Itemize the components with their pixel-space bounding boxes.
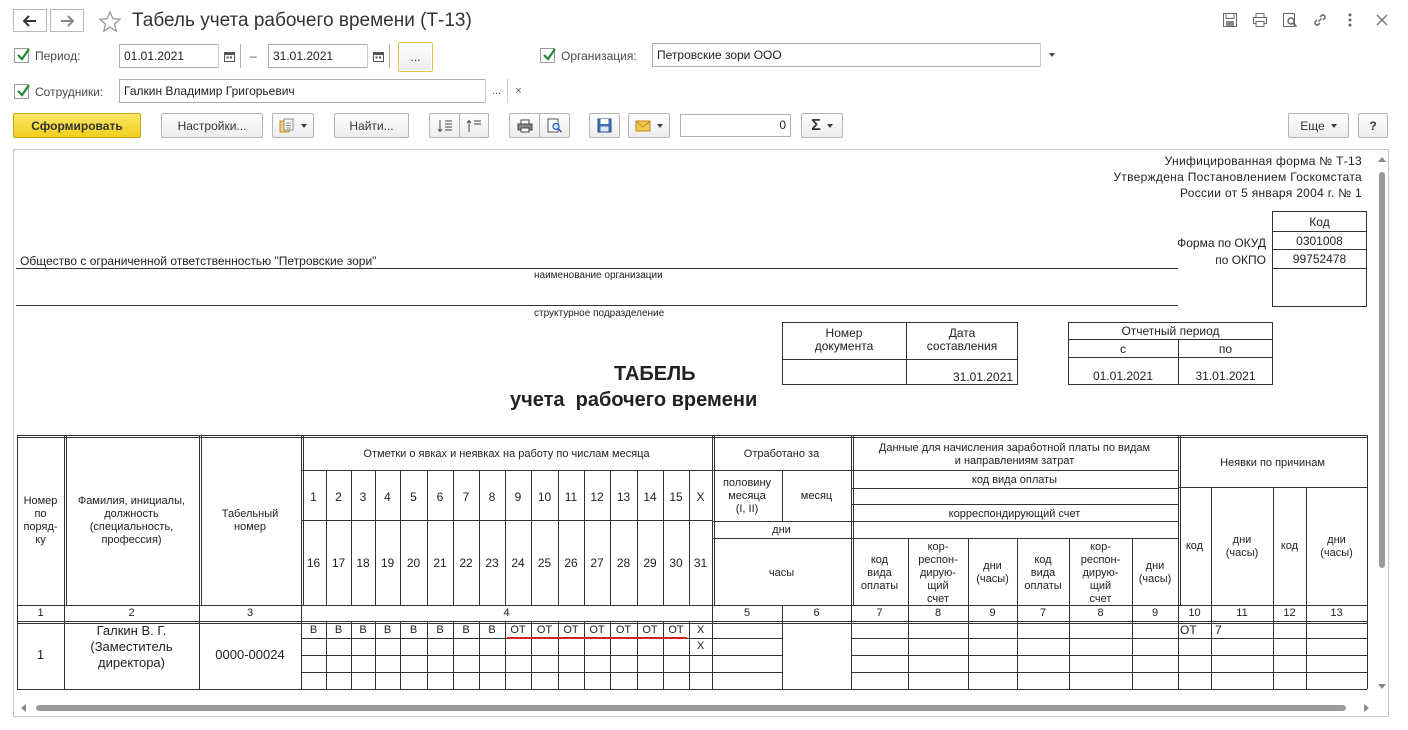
okpo-value: 99752478 (1292, 252, 1347, 266)
report-variants-icon (279, 118, 295, 133)
day-number: 14 (643, 490, 657, 504)
save-icon[interactable] (1222, 12, 1238, 28)
grid-line (17, 621, 1367, 622)
day-mark: В (383, 624, 392, 636)
save-icon (597, 118, 612, 133)
day-number: 4 (384, 490, 391, 504)
chevron-down-icon (827, 124, 833, 128)
save-button[interactable] (589, 113, 620, 138)
approved-note-2: России от 5 января 2004 г. № 1 (1179, 186, 1362, 200)
org-underline (16, 268, 1178, 269)
day-mark: ОТ (668, 624, 684, 636)
horizontal-scrollbar[interactable] (20, 704, 1370, 712)
organization-checkbox[interactable] (540, 48, 555, 63)
column-number: 6 (813, 607, 820, 619)
day-mark: В (436, 624, 444, 636)
grid-line (712, 521, 851, 522)
back-button[interactable] (13, 9, 47, 32)
window-title: Табель учета рабочего времени (Т-13) (132, 10, 472, 31)
code-header: Код (1309, 215, 1330, 229)
okud-label: Форма по ОКУД (1177, 236, 1266, 250)
doc-info-divider (782, 359, 1018, 360)
day-mark: В (359, 624, 367, 636)
grid-column-divider (1367, 435, 1368, 689)
grid-column-divider (712, 435, 713, 689)
employees-label: Сотрудники: (35, 85, 104, 99)
period-from-value: 01.01.2021 (124, 49, 185, 63)
organization-dropdown-button[interactable] (1040, 43, 1062, 67)
doc-date-header: Дата составления (926, 326, 998, 353)
vacation-highlight-underline (507, 637, 687, 639)
grid-line (712, 655, 782, 656)
vertical-scrollbar[interactable] (1378, 156, 1386, 690)
period-table-divider (1068, 339, 1273, 340)
period-checkbox[interactable] (14, 48, 29, 63)
collapse-groups-icon (466, 119, 482, 133)
help-button-label: ? (1369, 118, 1377, 133)
envelope-icon (635, 120, 651, 132)
period-to-value: 31.01.2021 (1195, 369, 1256, 383)
scroll-right-icon[interactable] (1364, 704, 1370, 712)
grid-line (301, 520, 712, 521)
unified-form-note: Унифицированная форма № Т-13 (1164, 154, 1362, 168)
find-button-label: Найти... (349, 118, 394, 133)
send-email-button[interactable] (628, 113, 670, 138)
row-number: 1 (36, 647, 45, 662)
sum-calc-button[interactable] (801, 113, 843, 138)
day-mark: В (462, 624, 470, 636)
column-number: 10 (1188, 607, 1201, 619)
employee-tab-number: 0000-00024 (215, 647, 285, 662)
vertical-scroll-thumb[interactable] (1379, 172, 1385, 568)
grid-line (851, 655, 1367, 656)
day-number: 21 (433, 556, 447, 570)
arrow-right-icon (60, 15, 74, 27)
day-mark: ОТ (510, 624, 526, 636)
day-number: 2 (335, 490, 342, 504)
pay-code-header: код вида оплаты (1024, 554, 1062, 592)
employees-value: Галкин Владимир Григорьевич (124, 84, 295, 98)
org-caption: наименование организации (534, 270, 663, 281)
day-mark: В (409, 624, 418, 636)
day-number: 11 (564, 490, 578, 504)
marks-header: Отметки о явках и неявках на работу по числам месяца (363, 448, 650, 460)
employees-field[interactable] (119, 79, 529, 103)
chevron-down-icon (1049, 53, 1055, 57)
grid-line (851, 470, 1178, 471)
day-number: 6 (436, 490, 444, 504)
period-select-button[interactable] (398, 42, 433, 72)
grid-line (851, 504, 1178, 505)
grid-line (301, 655, 712, 656)
day-number: 3 (359, 490, 367, 504)
pay-header: Данные для начисления заработной платы по видам и направлениям затрат (878, 442, 1151, 467)
pay-account-sub-header: кор- респон- дирую- щий счет (1080, 541, 1121, 605)
day-number: 9 (514, 490, 522, 504)
report-title: ТАБЕЛЬ (614, 363, 696, 385)
absence-code-value: ОТ (1180, 623, 1197, 637)
print-icon[interactable] (1252, 12, 1268, 28)
grid-column-divider (1178, 435, 1179, 689)
organization-full-name: Общество с ограниченной ответственностью "Петровские зори" (20, 254, 377, 268)
day-number: 13 (616, 490, 631, 504)
codes-divider (1272, 231, 1367, 232)
day-number: 30 (669, 556, 683, 570)
col-header-name: Фамилия, инициалы, должность (специальность, профессия) (77, 495, 186, 546)
generate-button-label: Сформировать (31, 118, 123, 133)
period-from-value: 01.01.2021 (1092, 369, 1154, 383)
day-mark: В (488, 624, 496, 636)
day-number: X (696, 490, 705, 504)
report-subtitle: учета рабочего времени (510, 389, 758, 411)
column-number: 3 (246, 607, 254, 619)
period-to-label: по (1218, 342, 1233, 356)
dept-caption: структурное подразделение (534, 308, 665, 319)
grid-line (712, 672, 782, 673)
column-number: 2 (128, 607, 135, 619)
day-mark: В (309, 624, 318, 636)
grid-line (301, 470, 712, 471)
day-mark: ОТ (536, 624, 553, 636)
close-icon[interactable] (1374, 12, 1390, 28)
day-mark: ОТ (642, 624, 658, 636)
organization-value: Петровские зори ООО (657, 48, 782, 62)
more-vertical-icon[interactable] (1342, 12, 1358, 28)
day-mark: Х (696, 624, 705, 636)
day-number: 5 (410, 490, 417, 504)
chevron-down-icon (1331, 124, 1337, 128)
day-number: 31 (693, 556, 708, 570)
day-mark: В (334, 624, 343, 636)
dept-underline (16, 305, 1178, 306)
day-number: 22 (459, 556, 473, 570)
scroll-down-icon[interactable] (1378, 684, 1386, 690)
link-icon[interactable] (1312, 12, 1328, 28)
period-header: Отчетный период (1121, 324, 1220, 338)
employees-clear-button[interactable] (507, 79, 529, 103)
report-spreadsheet[interactable] (13, 149, 1389, 717)
column-number: 8 (1097, 607, 1104, 619)
expand-groups-icon (437, 119, 453, 133)
day-number: 1 (310, 490, 317, 504)
employee-name: Галкин В. Г. (Заместитель директора) (90, 623, 173, 670)
scroll-up-icon[interactable] (1378, 156, 1386, 162)
organization-label: Организация: (561, 49, 637, 63)
half-month-header: половину месяца (I, II) (722, 477, 772, 515)
grid-line (851, 672, 1367, 673)
employees-select-label: ... (491, 85, 502, 97)
settings-button[interactable] (161, 113, 263, 138)
day-mark: ОТ (589, 624, 605, 636)
column-number: 7 (876, 607, 883, 619)
codes-divider (1272, 249, 1367, 250)
grid-line (1306, 487, 1307, 689)
period-from-label: с (1120, 342, 1126, 356)
checkmark-icon (541, 47, 557, 63)
arrow-left-icon (23, 15, 37, 27)
help-button[interactable] (1358, 113, 1388, 138)
grid-line (301, 672, 712, 673)
days-header: дни (772, 524, 791, 536)
employees-select-button[interactable] (485, 79, 507, 103)
checkmark-icon (15, 47, 31, 63)
doc-date-value: 31.01.2021 (952, 370, 1013, 384)
worked-header: Отработано за (743, 448, 820, 460)
grid-line (851, 538, 1178, 539)
day-number: 16 (306, 556, 321, 570)
print-button[interactable] (509, 113, 540, 138)
day-number: 27 (590, 556, 604, 570)
day-number: 26 (564, 556, 578, 570)
period-to-calendar-button[interactable] (367, 44, 389, 68)
grid-top-border (17, 435, 1367, 436)
day-number: 12 (590, 490, 604, 504)
column-number: 8 (934, 607, 942, 619)
grid-line (17, 605, 1367, 606)
checkmark-icon (15, 83, 31, 99)
pay-code-header: код вида оплаты (860, 554, 899, 592)
period-from-calendar-button[interactable] (218, 44, 240, 68)
preview-icon (547, 118, 563, 133)
day-number: 18 (356, 556, 370, 570)
print-preview-button[interactable] (539, 113, 570, 138)
period-table-divider (1068, 357, 1273, 358)
pay-days-header: дни (часы) (976, 560, 1009, 585)
grid-line (1273, 487, 1274, 689)
forward-button[interactable] (50, 9, 84, 32)
day-number: 15 (669, 490, 683, 504)
find-button[interactable] (334, 113, 409, 138)
grid-bottom-border (17, 689, 1367, 690)
doc-number-header: Номер документа (814, 326, 874, 353)
column-number: 5 (743, 607, 751, 619)
pay-code-type-header: код вида оплаты (971, 474, 1058, 486)
absence-days-value: 7 (1215, 623, 1222, 637)
grid-top-border (17, 437, 1367, 438)
pay-account-sub-header: кор- респон- дирую- щий счет (918, 541, 958, 605)
chevron-down-icon (301, 124, 307, 128)
chevron-down-icon (657, 124, 663, 128)
print-icon (517, 119, 533, 133)
col-header-number: Номер по поряд- ку (23, 495, 58, 546)
codes-divider (1272, 268, 1367, 269)
preview-icon[interactable] (1282, 12, 1298, 28)
day-number: 23 (485, 556, 499, 570)
employees-checkbox[interactable] (14, 84, 29, 99)
month-header: месяц (800, 490, 833, 502)
pay-days-header: дни (часы) (1138, 560, 1172, 585)
day-number: 25 (537, 556, 552, 570)
absence-days-header: дни (часы) (1225, 534, 1259, 559)
grid-line (712, 538, 851, 539)
day-number: 19 (380, 556, 395, 570)
grid-line (712, 638, 782, 639)
day-number: 28 (616, 556, 631, 570)
absence-code-header: код (1280, 540, 1299, 552)
grid-line (1211, 487, 1212, 689)
day-number: 10 (537, 490, 552, 504)
period-select-label: ... (410, 50, 421, 64)
more-button-label: Еще (1300, 118, 1325, 133)
collapse-groups-button[interactable] (459, 113, 489, 138)
sigma-icon: Σ (811, 116, 821, 134)
horizontal-scroll-thumb[interactable] (36, 705, 1346, 711)
day-mark: Х (696, 640, 705, 652)
column-number: 4 (503, 607, 510, 619)
column-number: 13 (1330, 607, 1343, 619)
column-number: 11 (1236, 607, 1248, 619)
sum-field[interactable] (680, 114, 791, 137)
day-number: 7 (462, 490, 470, 504)
calendar-icon (224, 51, 235, 62)
pay-account-header: корреспондирующий счет (948, 508, 1081, 520)
more-button[interactable] (1288, 113, 1349, 138)
day-number: 20 (406, 556, 421, 570)
settings-button-label: Настройки... (177, 118, 247, 133)
grid-line (851, 638, 1367, 639)
expand-groups-button[interactable] (429, 113, 460, 138)
column-number: 7 (1039, 607, 1047, 619)
sum-value: 0 (779, 118, 786, 132)
scroll-left-icon[interactable] (20, 704, 26, 712)
day-mark: ОТ (563, 624, 579, 636)
day-number: 24 (511, 556, 525, 570)
column-number: 12 (1283, 607, 1296, 619)
absence-days-header: дни (часы) (1320, 534, 1353, 559)
hours-header: часы (768, 567, 795, 579)
approved-note-1: Утверждена Постановлением Госкомстата (1113, 170, 1362, 184)
column-number: 9 (1151, 607, 1159, 619)
period-dash: – (250, 49, 257, 63)
absence-code-header: код (1185, 540, 1204, 552)
day-number: 17 (331, 556, 346, 570)
okpo-label: по ОКПО (1215, 253, 1266, 267)
period-label: Период: (35, 49, 81, 63)
star-favorite-icon[interactable] (98, 10, 122, 34)
calendar-icon (373, 51, 384, 62)
day-number: 29 (643, 556, 657, 570)
absence-header: Неявки по причинам (1220, 457, 1325, 469)
day-mark: ОТ (615, 624, 632, 636)
period-to-value: 31.01.2021 (273, 49, 334, 63)
grid-line (851, 488, 1178, 489)
column-number: 9 (989, 607, 996, 619)
generate-button[interactable] (13, 113, 141, 138)
grid-line (851, 521, 1178, 522)
okud-value: 0301008 (1296, 234, 1343, 248)
column-number: 1 (37, 607, 44, 619)
variants-menu-button[interactable] (272, 113, 314, 138)
day-number: 8 (488, 490, 496, 504)
organization-field[interactable] (652, 43, 1062, 67)
clear-icon: × (515, 85, 522, 97)
col-header-tab-number: Табельный номер (221, 508, 279, 533)
